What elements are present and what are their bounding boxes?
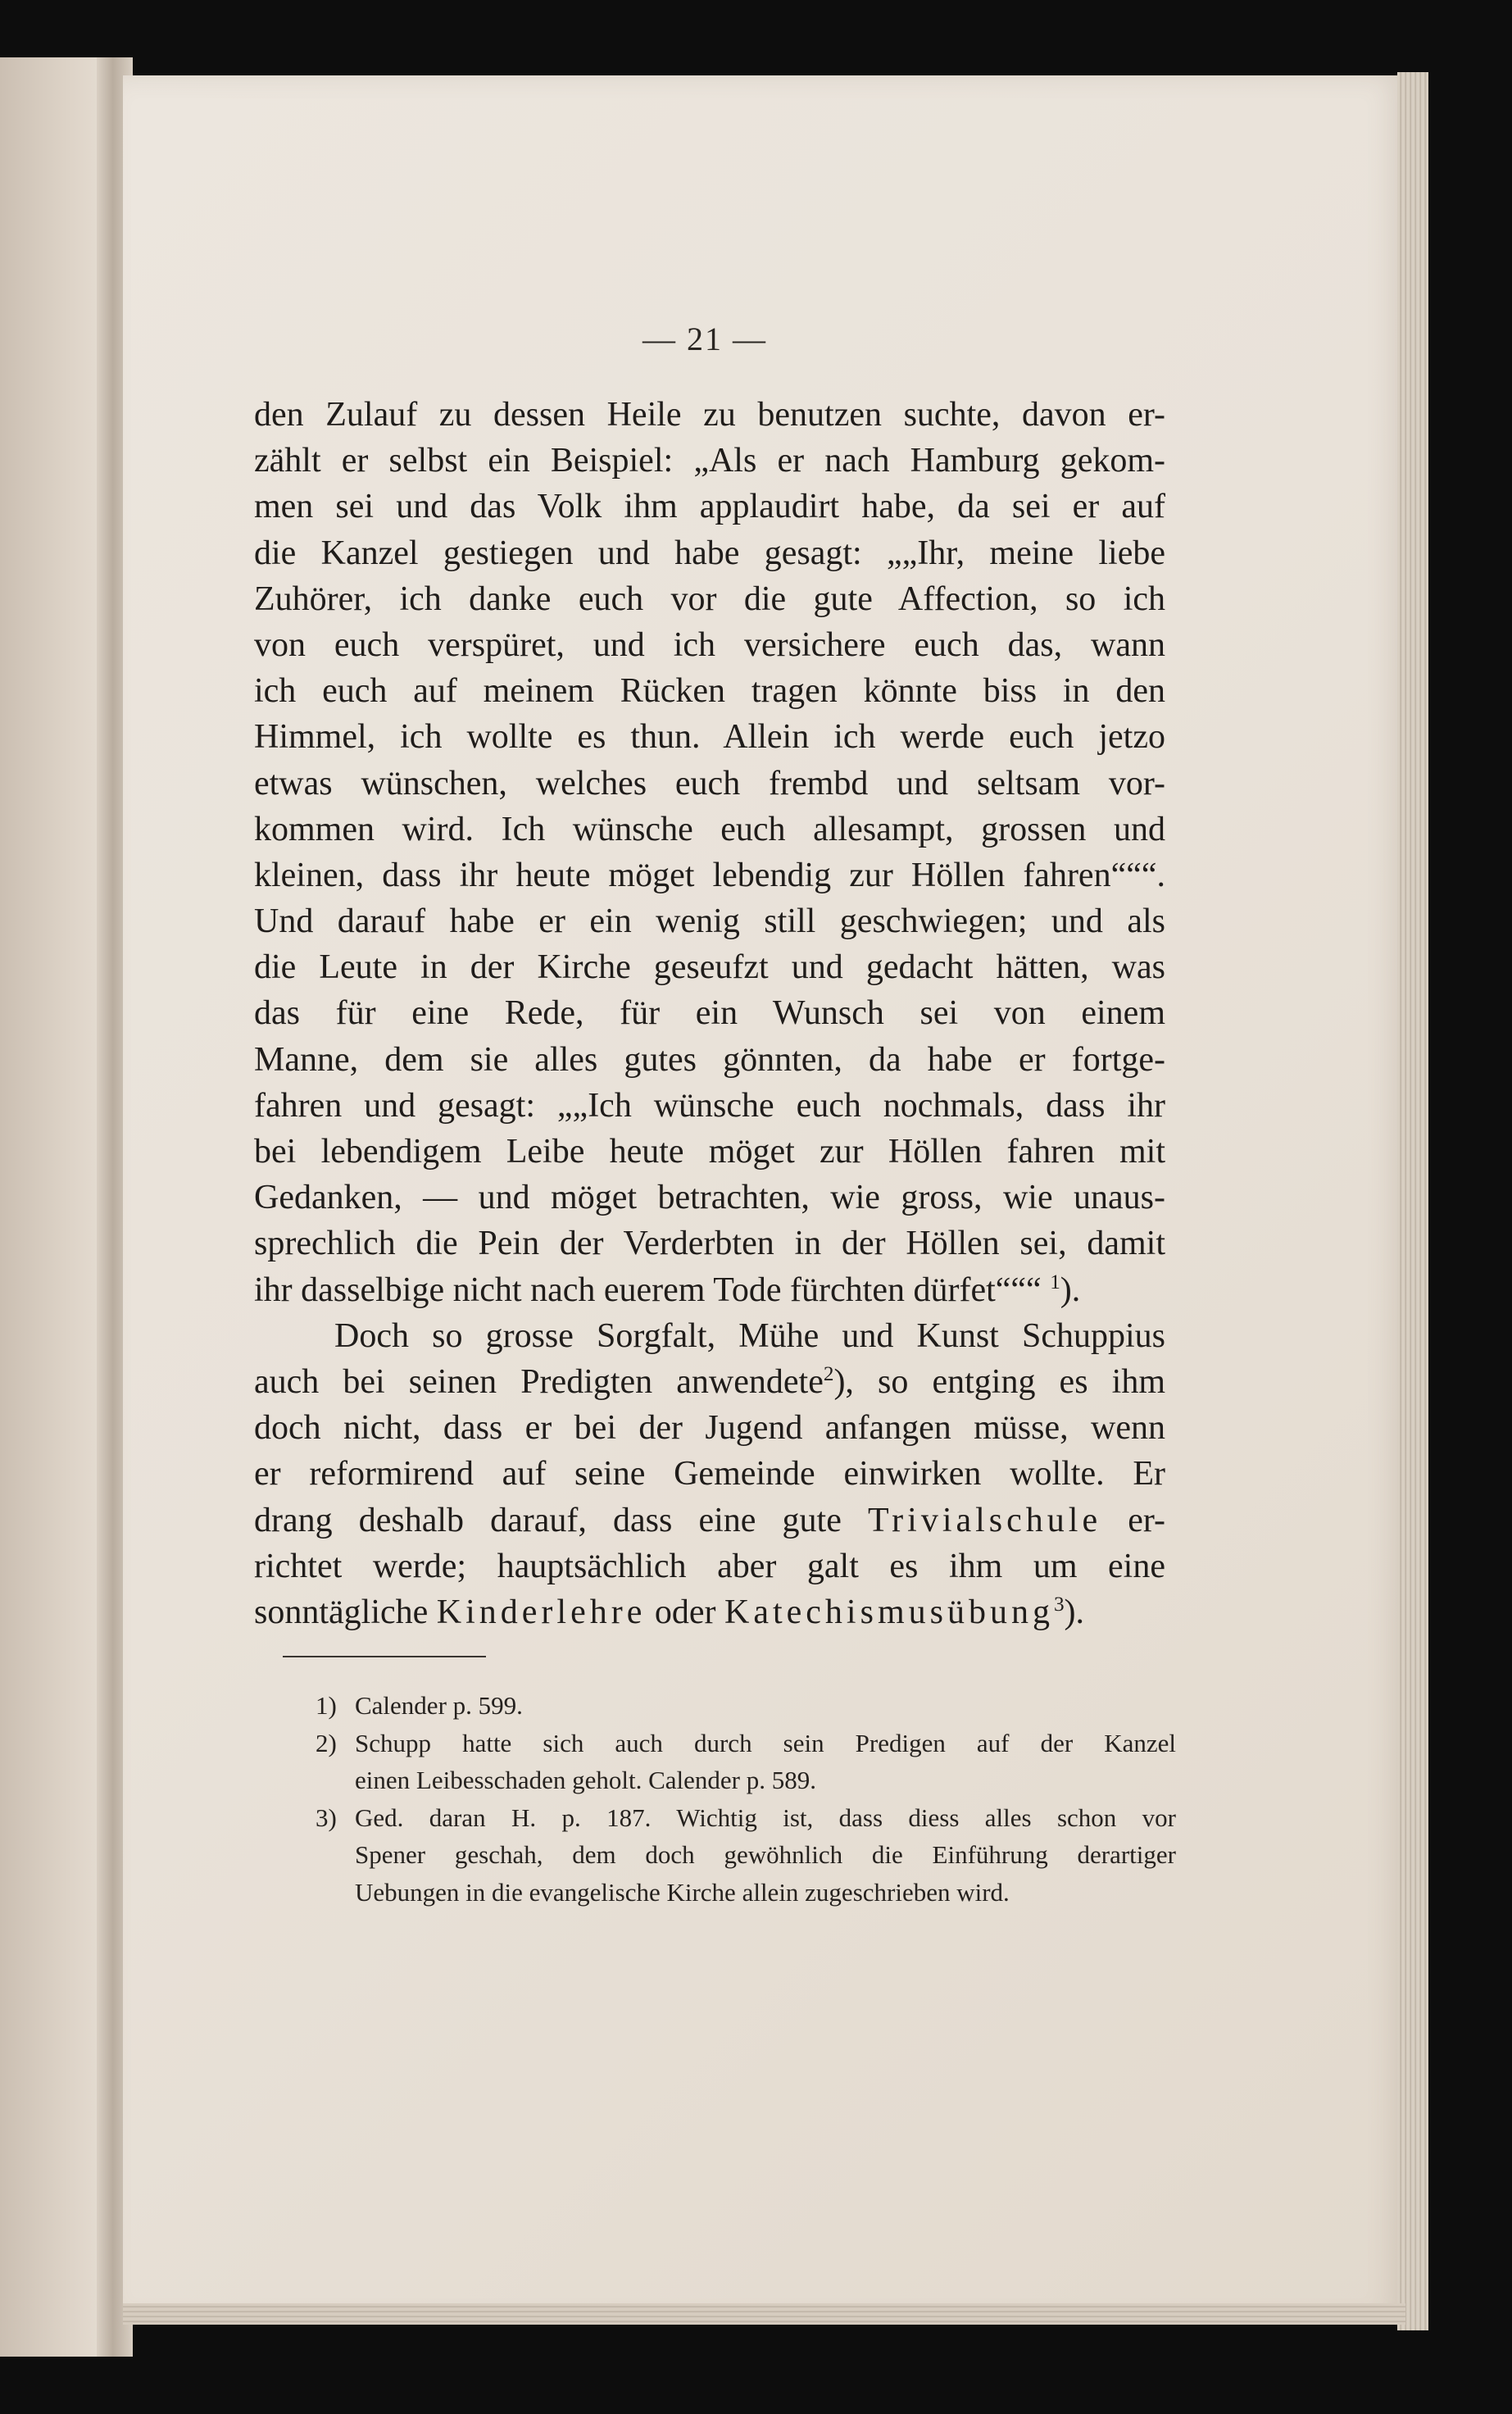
- text-line: das für eine Rede, für ein Wunsch sei von einem: [254, 994, 1165, 1033]
- line-text: oder: [646, 1593, 724, 1631]
- footnote-3: [316, 1799, 1176, 1912]
- page-number: — 21 —: [642, 321, 767, 357]
- text-line: [254, 1359, 1165, 1405]
- footnote-line: Calender p. 599.: [355, 1691, 523, 1720]
- line-text: ihr dasselbige nicht nach euerem Tode fürchten dürfet“““: [254, 1271, 1051, 1309]
- line-text: ).: [1060, 1271, 1081, 1309]
- text-line: von euch verspüret, und ich versichere euch das, wann: [254, 625, 1165, 664]
- body-text: [254, 392, 1165, 1635]
- text-line: [254, 1498, 1165, 1543]
- text-line: richtet werde; hauptsächlich aber galt es ihm um eine: [254, 1547, 1165, 1585]
- text-line: men sei und das Volk ihm applaudirt habe, da sei er auf: [254, 488, 1165, 526]
- emphasized-term: Trivialschule: [867, 1501, 1102, 1539]
- emphasized-term: Kinderlehre: [436, 1593, 647, 1631]
- text-line: Himmel, ich wollte es thun. Allein ich werde euch jetzo: [254, 718, 1165, 757]
- text-line: [254, 1267, 1165, 1313]
- text-line: kleinen, dass ihr heute möget lebendig zur Höllen fahren“““.: [254, 856, 1165, 894]
- text-line: er reformirend auf seine Gemeinde einwirken wollte. Er: [254, 1455, 1165, 1493]
- footnote-mark: 1): [316, 1691, 337, 1720]
- footnote-rule: [283, 1656, 486, 1657]
- footnote-ref-3: 3: [1053, 1593, 1065, 1616]
- footnote-mark: 2): [316, 1728, 337, 1757]
- text-line: Zuhörer, ich danke euch vor die gute Affection, so ich: [254, 580, 1165, 618]
- page-stack-bottom: [123, 2303, 1405, 2325]
- text-line: fahren und gesagt: „„Ich wünsche euch nochmals, dass ihr: [254, 1086, 1165, 1125]
- footnote-line: Spener geschah, dem doch gewöhnlich die Einführung derartiger: [355, 1840, 1176, 1869]
- text-line: ich euch auf meinem Rücken tragen könnte biss in den: [254, 672, 1165, 711]
- footnote-ref-1: 1: [1050, 1271, 1060, 1293]
- footnote-line: Ged. daran H. p. 187. Wichtig ist, dass diess alles schon vor: [355, 1803, 1176, 1832]
- text-line: Manne, dem sie alles gutes gönnten, da habe er fortge-: [254, 1040, 1165, 1079]
- footnote-1: [316, 1687, 1176, 1725]
- footnote-mark: 3): [316, 1803, 337, 1832]
- text-line: [254, 1589, 1165, 1635]
- line-text: er-: [1101, 1501, 1165, 1539]
- line-text: drang deshalb darauf, dass eine gute: [254, 1501, 868, 1539]
- text-line: etwas wünschen, welches euch frembd und seltsam vor-: [254, 764, 1165, 802]
- text-line: die Kanzel gestiegen und habe gesagt: „„Ihr, meine liebe: [254, 534, 1165, 572]
- footnotes: [316, 1687, 1176, 1911]
- text-line: Doch so grosse Sorgfalt, Mühe und Kunst Schuppius: [334, 1316, 1165, 1355]
- footnote-line: Uebungen in die evangelische Kirche allein zugeschrieben wird.: [355, 1877, 1010, 1907]
- footnote-line: Schupp hatte sich auch durch sein Predigen auf der Kanzel: [355, 1728, 1176, 1757]
- footnote-2: [316, 1725, 1176, 1799]
- text-line: den Zulauf zu dessen Heile zu benutzen suchte, davon er-: [254, 396, 1165, 434]
- text-line: kommen wird. Ich wünsche euch allesampt, grossen und: [254, 810, 1165, 848]
- line-text: auch bei seinen Predigten anwendete: [254, 1362, 824, 1401]
- text-line: die Leute in der Kirche geseufzt und gedacht hätten, was: [254, 948, 1165, 987]
- footnote-line: einen Leibesschaden geholt. Calender p. 589.: [355, 1766, 816, 1794]
- footnote-ref-2: 2: [823, 1362, 834, 1385]
- emphasized-term: Katechismusübung: [724, 1593, 1054, 1631]
- text-line: doch nicht, dass er bei der Jugend anfangen müsse, wenn: [254, 1409, 1165, 1448]
- line-text: ), so entging es ihm: [833, 1362, 1165, 1401]
- text-line: zählt er selbst ein Beispiel: „Als er nach Hamburg gekom-: [254, 442, 1165, 480]
- line-text: sonntägliche: [254, 1593, 437, 1631]
- line-text: ).: [1064, 1593, 1085, 1631]
- text-line: Gedanken, — und möget betrachten, wie gross, wie unaus-: [254, 1179, 1165, 1217]
- text-line: bei lebendigem Leibe heute möget zur Höllen fahren mit: [254, 1133, 1165, 1171]
- text-line: Und darauf habe er ein wenig still geschwiegen; und als: [254, 902, 1165, 941]
- page-stack-edge: [1397, 72, 1428, 2330]
- text-line: sprechlich die Pein der Verderbten in der Höllen sei, damit: [254, 1225, 1165, 1263]
